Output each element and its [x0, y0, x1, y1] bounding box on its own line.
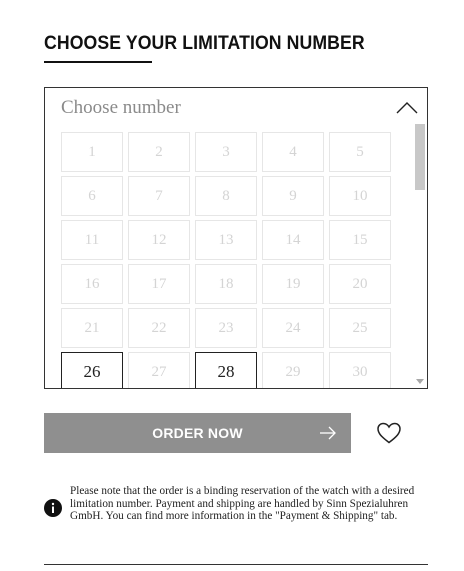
number-cell-9: 9 — [262, 176, 324, 216]
number-cell-26[interactable]: 26 — [61, 352, 123, 389]
number-cell-14: 14 — [262, 220, 324, 260]
scrollbar-thumb[interactable] — [415, 124, 425, 190]
number-cell-10: 10 — [329, 176, 391, 216]
heart-icon[interactable] — [376, 421, 402, 445]
number-cell-28[interactable]: 28 — [195, 352, 257, 389]
scroll-down-arrow-icon[interactable] — [416, 379, 424, 384]
number-cell-13: 13 — [195, 220, 257, 260]
picker-header[interactable] — [45, 88, 427, 128]
number-cell-4: 4 — [262, 132, 324, 172]
scrollbar[interactable] — [413, 120, 425, 388]
number-cell-1: 1 — [61, 132, 123, 172]
number-cell-5: 5 — [329, 132, 391, 172]
info-icon — [44, 499, 62, 517]
number-cell-29: 29 — [262, 352, 324, 389]
order-notice-text: Please note that the order is a binding reservation of the watch with a desired limitation number. Payment and shipping are handled by Sinn Spezialuhren GmbH. You can find more information in the "Payment & Shipping" tab. — [70, 485, 415, 522]
number-cell-22: 22 — [128, 308, 190, 348]
chevron-up-icon[interactable] — [395, 98, 419, 116]
number-grid-viewport — [61, 132, 396, 389]
number-grid — [61, 132, 396, 389]
number-cell-25: 25 — [329, 308, 391, 348]
arrow-right-icon — [319, 425, 337, 441]
number-cell-2: 2 — [128, 132, 190, 172]
number-cell-7: 7 — [128, 176, 190, 216]
number-cell-30: 30 — [329, 352, 391, 389]
number-picker[interactable] — [44, 87, 428, 389]
number-cell-24: 24 — [262, 308, 324, 348]
number-cell-27: 27 — [128, 352, 190, 389]
number-cell-3: 3 — [195, 132, 257, 172]
order-now-button[interactable] — [44, 413, 351, 453]
number-cell-20: 20 — [329, 264, 391, 304]
number-cell-17: 17 — [128, 264, 190, 304]
bottom-divider — [44, 564, 428, 565]
title-underline — [44, 61, 152, 63]
number-cell-12: 12 — [128, 220, 190, 260]
picker-label: Choose number — [61, 97, 181, 118]
number-cell-16: 16 — [61, 264, 123, 304]
number-cell-21: 21 — [61, 308, 123, 348]
number-cell-19: 19 — [262, 264, 324, 304]
number-cell-23: 23 — [195, 308, 257, 348]
number-cell-18: 18 — [195, 264, 257, 304]
number-cell-6: 6 — [61, 176, 123, 216]
number-cell-8: 8 — [195, 176, 257, 216]
page-title: CHOOSE YOUR LIMITATION NUMBER — [44, 33, 365, 54]
order-now-label: ORDER NOW — [152, 425, 243, 441]
number-cell-15: 15 — [329, 220, 391, 260]
number-cell-11: 11 — [61, 220, 123, 260]
